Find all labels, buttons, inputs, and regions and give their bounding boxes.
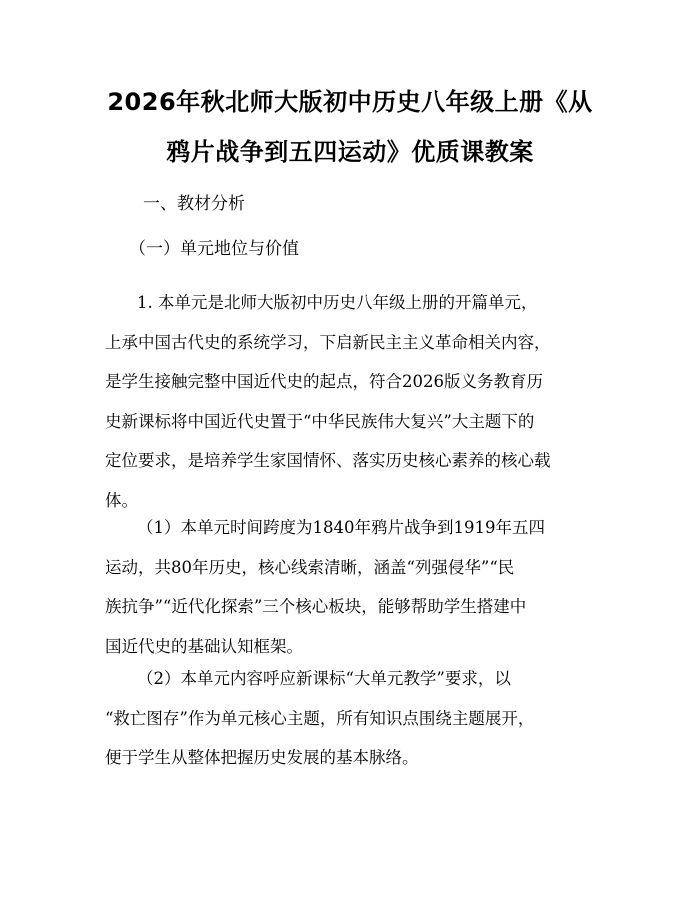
- subsection-heading: （一）单元地位与价值: [129, 239, 299, 259]
- document-title-line-1: 2026年秋北师大版初中历史八年级上册《从: [107, 88, 593, 116]
- paragraph-line: 是学生接触完整中国近代史的起点，符合2026版义务教育历: [105, 372, 543, 391]
- paragraph-line: （1）本单元时间跨度为1840年鸦片战争到1919年五四: [137, 518, 545, 537]
- paragraph-line: 国近代史的基础认知框架。: [105, 636, 303, 656]
- document-title-line-2: 鸦片战争到五四运动》优质课教案: [166, 138, 534, 166]
- paragraph-1: [105, 283, 605, 520]
- paragraph-line: 1. 本单元是北师大版初中历史八年级上册的开篇单元，: [137, 293, 538, 312]
- paragraph-line: 便于学生从整体把握历史发展的基本脉络。: [105, 748, 419, 767]
- paragraph-line: 定位要求，是培养学生家国情怀、落实历史核心素养的核心载: [105, 451, 551, 470]
- paragraph-3: [105, 659, 605, 778]
- paragraph-line: 体。: [105, 490, 138, 510]
- paragraph-line: 运动，共80年历史，核心线索清晰，涵盖“列强侵华”“民: [105, 557, 515, 577]
- paragraph-line: 族抗争”“近代化探索”三个核心板块，能够帮助学生搭建中: [105, 597, 527, 616]
- section-heading: 一、教材分析: [143, 194, 245, 214]
- paragraph-line: （2）本单元内容呼应新课标“大单元教学”要求，以: [137, 669, 511, 688]
- paragraph-line: 上承中国古代史的系统学习，下启新民主主义革命相关内容，: [105, 332, 551, 352]
- paragraph-line: 史新课标将中国近代史置于“中华民族伟大复兴”大主题下的: [105, 411, 535, 431]
- paragraph-line: “救亡图存”作为单元核心主题，所有知识点围绕主题展开，: [105, 708, 535, 728]
- paragraph-2: [105, 508, 605, 666]
